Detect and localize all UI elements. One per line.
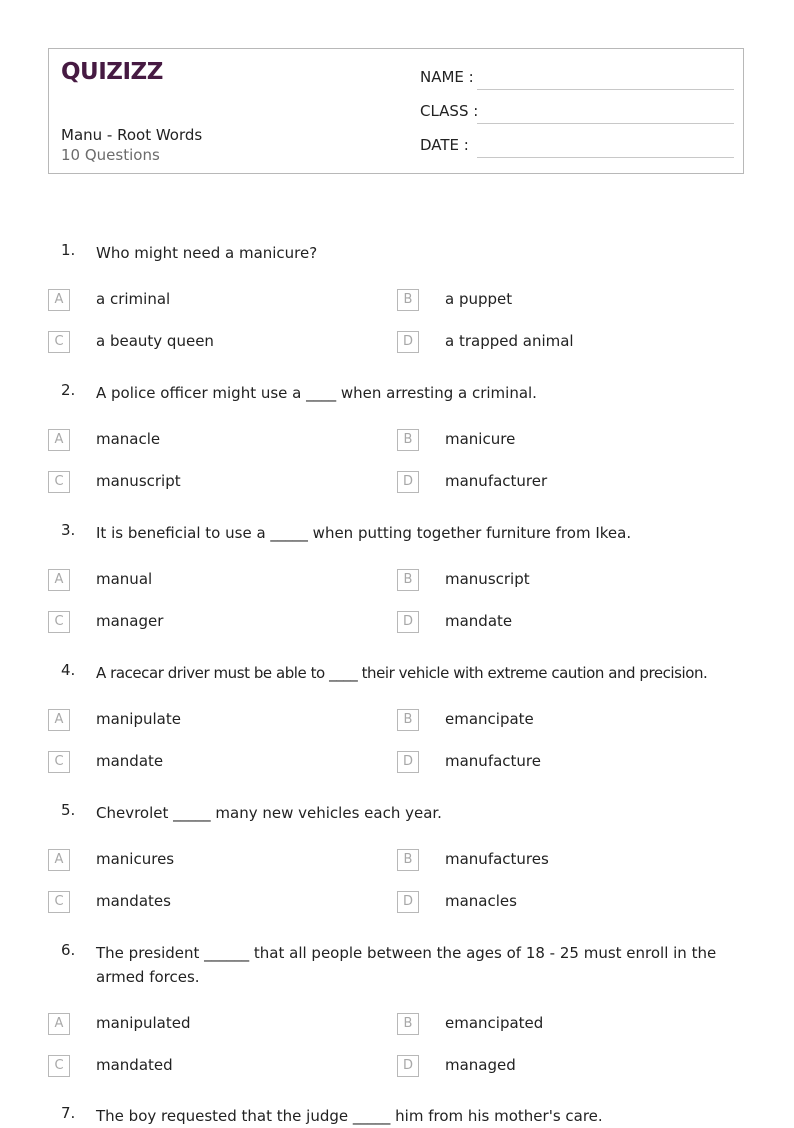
- option-text: manufacturer: [445, 472, 548, 490]
- option-letter-box: D: [397, 331, 419, 353]
- option-text: manual: [96, 570, 153, 588]
- option-text: a criminal: [96, 290, 171, 308]
- option-text: mandated: [96, 1056, 173, 1074]
- option-text: emancipate: [445, 710, 534, 728]
- option-letter-box: B: [397, 709, 419, 731]
- class-field: [420, 102, 734, 124]
- question-number: 7.: [61, 1104, 76, 1122]
- option-text: manipulate: [96, 710, 181, 728]
- question-number: 6.: [61, 941, 76, 959]
- option-text: a puppet: [445, 290, 513, 308]
- question-text: A racecar driver must be able to ____ their vehicle with extreme caution and precision.: [96, 664, 708, 682]
- option-letter-box: A: [48, 429, 70, 451]
- option-letter-box: C: [48, 891, 70, 913]
- option-text: manuscript: [445, 570, 530, 588]
- worksheet-title: Manu - Root Words: [61, 126, 203, 144]
- option-text: a trapped animal: [445, 332, 574, 350]
- date-field: [420, 136, 734, 158]
- question-number: 2.: [61, 381, 76, 399]
- option-text: emancipated: [445, 1014, 544, 1032]
- name-label: NAME :: [420, 68, 474, 86]
- question-text: It is beneficial to use a _____ when putting together furniture from Ikea.: [96, 524, 632, 542]
- option-text: manipulated: [96, 1014, 191, 1032]
- question-number: 4.: [61, 661, 76, 679]
- question-text: Chevrolet _____ many new vehicles each year.: [96, 804, 442, 822]
- option-text: manacle: [96, 430, 161, 448]
- option-letter-box: C: [48, 331, 70, 353]
- date-line: [477, 157, 734, 158]
- option-letter-box: A: [48, 849, 70, 871]
- option-letter-box: D: [397, 471, 419, 493]
- name-line: [477, 89, 734, 90]
- quizizz-logo: QUIZIZZ: [61, 59, 163, 85]
- option-letter-box: C: [48, 471, 70, 493]
- option-letter-box: A: [48, 709, 70, 731]
- option-letter-box: B: [397, 429, 419, 451]
- option-letter-box: D: [397, 611, 419, 633]
- question-text: The president ______ that all people between the ages of 18 - 25 must enroll in the armed forces.: [96, 944, 717, 986]
- option-text: manicure: [445, 430, 516, 448]
- option-letter-box: D: [397, 751, 419, 773]
- option-letter-box: A: [48, 569, 70, 591]
- option-letter-box: D: [397, 891, 419, 913]
- option-text: manicures: [96, 850, 175, 868]
- question-number: 5.: [61, 801, 76, 819]
- option-letter-box: C: [48, 611, 70, 633]
- name-field: [420, 68, 734, 90]
- question-text: The boy requested that the judge _____ him from his mother's care.: [96, 1107, 603, 1125]
- option-text: a beauty queen: [96, 332, 214, 350]
- option-letter-box: B: [397, 1013, 419, 1035]
- option-text: manacles: [445, 892, 517, 910]
- worksheet-header: [48, 48, 744, 174]
- option-text: managed: [445, 1056, 516, 1074]
- class-label: CLASS :: [420, 102, 479, 120]
- option-letter-box: B: [397, 569, 419, 591]
- option-letter-box: A: [48, 289, 70, 311]
- option-letter-box: C: [48, 1055, 70, 1077]
- option-letter-box: C: [48, 751, 70, 773]
- date-label: DATE :: [420, 136, 469, 154]
- option-text: manuscript: [96, 472, 181, 490]
- question-number: 1.: [61, 241, 76, 259]
- option-letter-box: B: [397, 289, 419, 311]
- option-text: manager: [96, 612, 164, 630]
- class-line: [477, 123, 734, 124]
- option-text: mandate: [445, 612, 513, 630]
- option-letter-box: A: [48, 1013, 70, 1035]
- option-text: mandate: [96, 752, 164, 770]
- question-text: A police officer might use a ____ when arresting a criminal.: [96, 384, 537, 402]
- option-text: mandates: [96, 892, 171, 910]
- question-number: 3.: [61, 521, 76, 539]
- question-count: 10 Questions: [61, 146, 160, 164]
- option-text: manufacture: [445, 752, 541, 770]
- option-letter-box: D: [397, 1055, 419, 1077]
- option-letter-box: B: [397, 849, 419, 871]
- option-text: manufactures: [445, 850, 549, 868]
- question-text: Who might need a manicure?: [96, 244, 318, 262]
